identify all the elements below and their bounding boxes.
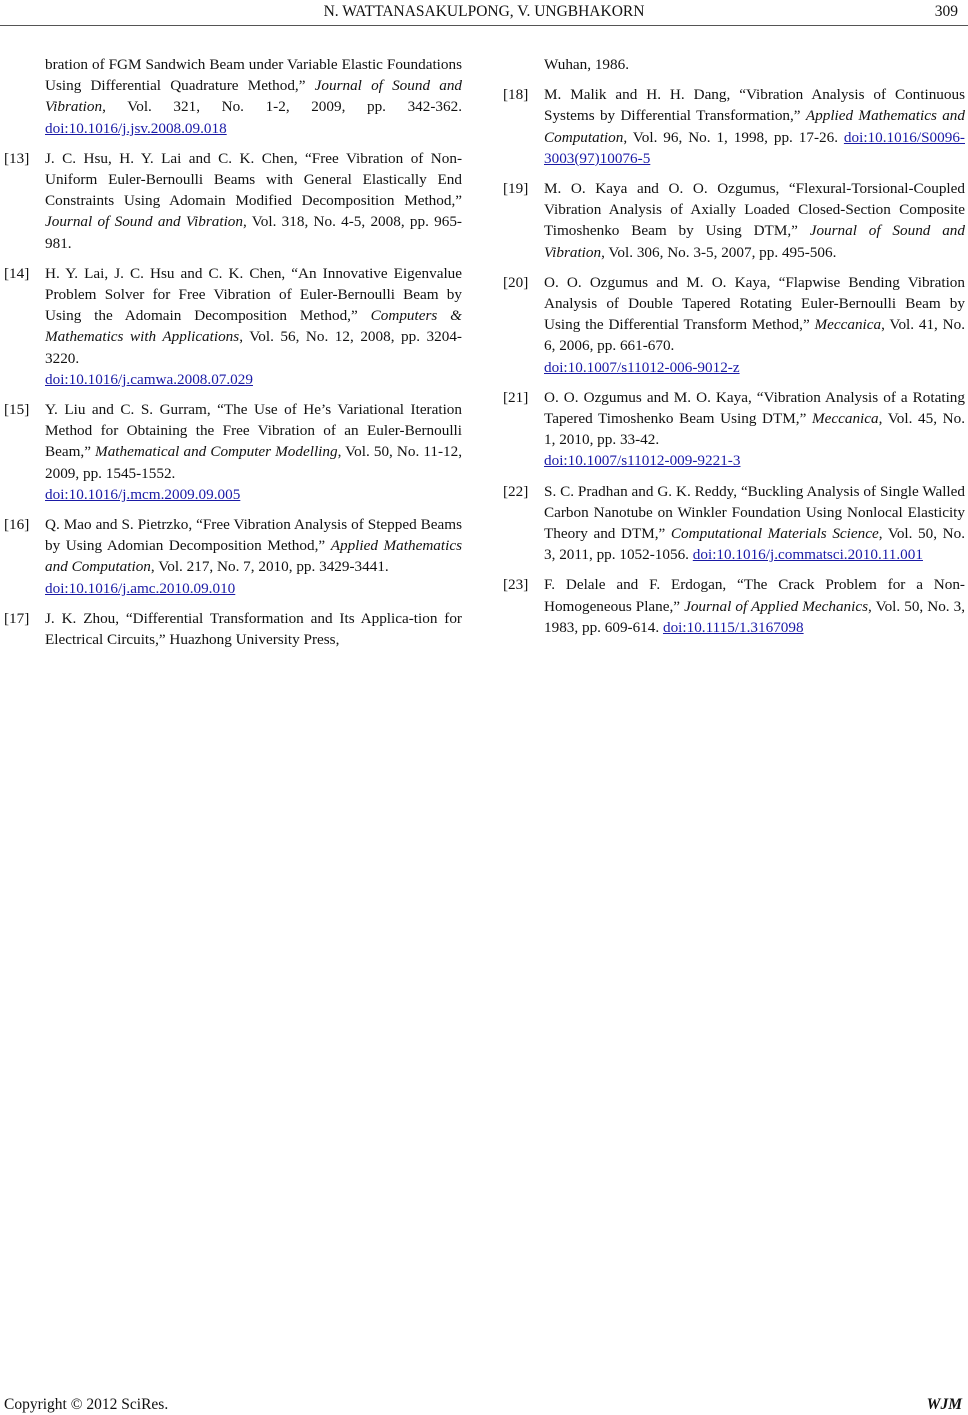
reference-entry [503, 54, 965, 75]
journal-abbreviation: WJM [926, 1396, 962, 1413]
references-left-column [4, 54, 462, 659]
reference-journal-title: Applied Mathematics and Computation [544, 107, 965, 146]
reference-citation: Q. Mao and S. Pietrzko, “Free Vibration Analysis of Stepped Beams by Using Adomian Decomposition Method,” [45, 516, 462, 555]
reference-text [45, 514, 462, 599]
reference-entry [4, 608, 462, 650]
header-rule [0, 25, 968, 26]
reference-journal-title: Journal of Sound and Vibration [45, 77, 463, 116]
reference-text [544, 272, 965, 378]
reference-text [544, 574, 965, 638]
reference-journal-title: Applied Mathematics and Computation [45, 537, 462, 576]
reference-citation: Wuhan, 1986. [544, 56, 630, 73]
reference-journal-title: Journal of Applied Mechanics [684, 597, 869, 615]
reference-entry [4, 514, 462, 599]
reference-number: [22] [503, 482, 529, 500]
reference-number: [16] [4, 516, 30, 534]
reference-text [544, 178, 965, 263]
reference-journal-title: Computers & Mathematics with Applications [45, 307, 462, 346]
reference-details: , Vol. 50, No. 11-12, 2009, pp. 1545-1552. [45, 443, 463, 482]
reference-text [544, 54, 965, 75]
reference-entry [503, 574, 965, 638]
reference-journal-title: Journal of Sound and Vibration [544, 222, 965, 261]
page-number: 309 [934, 3, 958, 20]
reference-entry [503, 84, 965, 169]
reference-journal-title: Meccanica [811, 410, 879, 428]
reference-citation: O. O. Ozgumus and M. O. Kaya, “Flapwise Bending Vibration Analysis of Double Tapered Rotating Euler-Bernoulli Beam by Using the Differential Transform Method,” [544, 273, 965, 334]
reference-number: [15] [4, 401, 30, 419]
reference-text [45, 148, 462, 254]
reference-number: [19] [503, 180, 529, 198]
reference-details: , Vol. 56, No. 12, 2008, pp. 3204-3220. [45, 328, 462, 367]
reference-details: , Vol. 96, No. 1, 1998, pp. 17-26. [623, 128, 844, 146]
reference-number: [21] [503, 388, 529, 406]
reference-citation: J. C. Hsu, H. Y. Lai and C. K. Chen, “Free Vibration of Non-Uniform Euler-Bernoulli Beams with General Elastically End Constraints Using Adomain Modified Decomposition Method,” [45, 149, 462, 210]
reference-details: , Vol. 306, No. 3-5, 2007, pp. 495-506. [601, 243, 837, 261]
reference-details: , Vol. 50, No. 3, 2011, pp. 1052-1056. [544, 525, 965, 564]
reference-details: , Vol. 318, No. 4-5, 2008, pp. 965-981. [45, 213, 462, 252]
reference-doi-link[interactable]: doi:10.1016/j.jsv.2008.09.018 [45, 119, 227, 137]
reference-number: [13] [4, 149, 30, 167]
reference-text [45, 54, 462, 139]
reference-text [544, 84, 965, 169]
reference-doi-link[interactable]: doi:10.1016/j.camwa.2008.07.029 [45, 370, 253, 388]
reference-citation: O. O. Ozgumus and M. O. Kaya, “Vibration Analysis of a Rotating Tapered Timoshenko Beam Using DTM,” [544, 388, 965, 428]
reference-details: , Vol. 321, No. 1-2, 2009, pp. 342-362. [102, 98, 462, 116]
reference-citation: F. Delale and F. Erdogan, “The Crack Problem for a Non-Homogeneous Plane,” [544, 576, 965, 615]
reference-doi-link[interactable]: doi:10.1007/s11012-009-9221-3 [544, 452, 741, 470]
reference-doi-link[interactable]: doi:10.1016/j.amc.2010.09.010 [45, 579, 236, 597]
reference-doi-link[interactable]: doi:10.1016/j.mcm.2009.09.005 [45, 485, 241, 503]
reference-text [45, 608, 462, 650]
reference-entry [503, 481, 965, 566]
reference-number: [18] [503, 86, 529, 104]
copyright-notice: Copyright © 2012 SciRes. [4, 1396, 169, 1413]
reference-text [544, 387, 965, 472]
reference-text [45, 263, 462, 390]
reference-entry [4, 263, 462, 390]
running-header-authors: N. WATTANASAKULPONG, V. UNGBHAKORN [323, 3, 645, 20]
reference-number: [14] [4, 264, 30, 282]
reference-citation: Y. Liu and C. S. Gurram, “The Use of He’s Variational Iteration Method for Obtaining the Free Vibration of an Euler-Bernoulli Beam,” [45, 401, 462, 461]
reference-doi-link[interactable]: doi:10.1007/s11012-006-9012-z [544, 358, 740, 376]
reference-journal-title: Computational Materials Science [670, 525, 879, 543]
reference-entry [4, 148, 462, 254]
running-header [0, 2, 968, 24]
reference-entry [4, 54, 462, 139]
references-right-column [503, 54, 965, 647]
reference-citation: J. K. Zhou, “Differential Transformation and Its Applica-tion for Electrical Circuits,” Huazhong University Press, [45, 609, 462, 649]
reference-number: [23] [503, 576, 529, 594]
reference-journal-title: Mathematical and Computer Modelling [95, 443, 338, 461]
reference-details: , Vol. 50, No. 3, 1983, pp. 609-614. [544, 597, 966, 636]
reference-number: [17] [4, 609, 30, 627]
reference-doi-link[interactable]: doi:10.1016/S0096-3003(97)10076-5 [544, 128, 965, 167]
reference-doi-link[interactable]: doi:10.1115/1.3167098 [662, 618, 804, 636]
reference-entry [4, 399, 462, 505]
reference-text [45, 399, 462, 505]
reference-citation: M. Malik and H. H. Dang, “Vibration Analysis of Continuous Systems by Differential Transformation,” [544, 86, 965, 125]
reference-journal-title: Journal of Sound and Vibration [45, 213, 243, 231]
reference-entry [503, 272, 965, 378]
reference-entry [503, 387, 965, 472]
reference-entry [503, 178, 965, 263]
reference-citation: bration of FGM Sandwich Beam under Variable Elastic Foundations Using Differential Quadrature Method,” [45, 56, 462, 95]
reference-details: , Vol. 45, No. 1, 2010, pp. 33-42. [544, 410, 965, 449]
reference-details: , Vol. 217, No. 7, 2010, pp. 3429-3441. [150, 558, 389, 576]
reference-journal-title: Meccanica [814, 316, 882, 334]
reference-citation: S. C. Pradhan and G. K. Reddy, “Buckling Analysis of Single Walled Carbon Nanotube on Winkler Foundation Using Nonlocal Elasticity Theory and DTM,” [544, 482, 965, 543]
reference-citation: M. O. Kaya and O. O. Ozgumus, “Flexural-Torsional-Coupled Vibration Analysis of Axially Loaded Closed-Section Composite Timoshenko Beam by Using DTM,” [544, 180, 965, 240]
reference-text [544, 481, 965, 566]
reference-doi-link[interactable]: doi:10.1016/j.commatsci.2010.11.001 [692, 546, 923, 564]
reference-citation: H. Y. Lai, J. C. Hsu and C. K. Chen, “An Innovative Eigenvalue Problem Solver for Free Vibration of Euler-Bernoulli Beam by Using the Adomain Decomposition Method,” [45, 264, 462, 325]
reference-number: [20] [503, 273, 529, 291]
reference-details: , Vol. 41, No. 6, 2006, pp. 661-670. [544, 316, 965, 355]
